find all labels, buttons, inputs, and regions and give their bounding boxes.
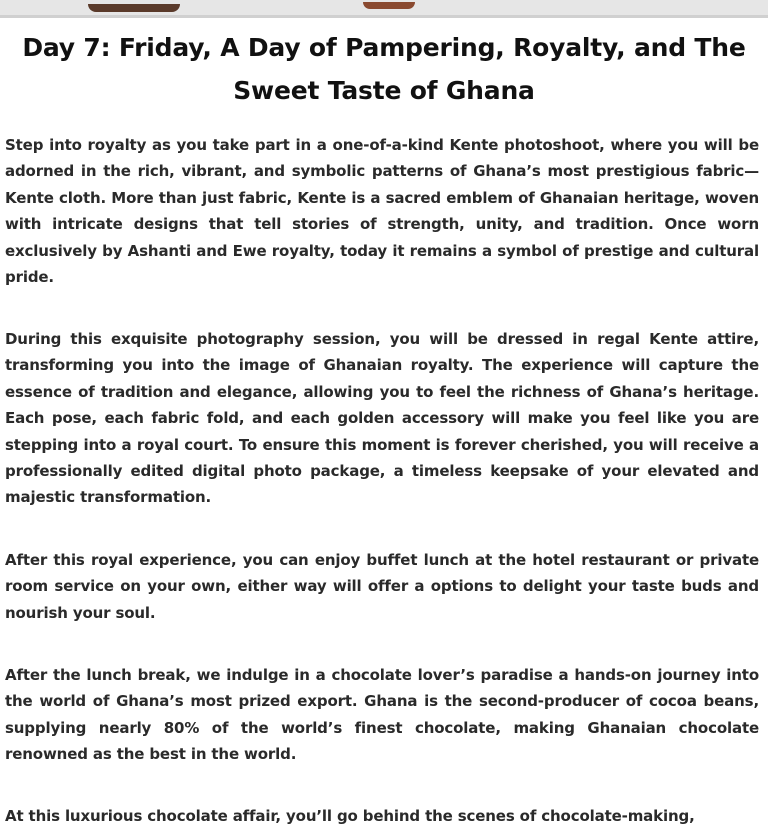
paragraph-photography-session: During this exquisite photography session, you will be dressed in regal Kente attire, transforming you into the image of Ghanaian royalty. The experience will capture the essence of tradition and elegance, allowing you to feel the richness of Ghana’s heritage. Each pose, each fabric fold, and each golden accessory will make you feel like you are stepping into a royal court. To ensure this moment is forever cherished, you will receive a professionally edited digital photo package, a timeless keepsake of your elevated and majestic transformation. [5, 330, 759, 507]
paragraph-chocolate-affair: At this luxurious chocolate affair, you’ll go behind the scenes of chocolate-making, [5, 807, 695, 825]
paragraph-lunch: After this royal experience, you can enjoy buffet lunch at the hotel restaurant or private room service on your own, either way will offer a options to delight your taste buds and nourish your soul. [5, 551, 759, 622]
paragraph-chocolate-journey: After the lunch break, we indulge in a chocolate lover’s paradise a hands-on journey into the world of Ghana’s most prized export. Ghana is the second-producer of cocoa beans, supplying nearly 80% of the world’s finest chocolate, making Ghanaian chocolate renowned as the best in the world. [5, 666, 759, 764]
photo-floor [0, 15, 768, 18]
photo-foot-right [363, 2, 415, 9]
day-heading: Day 7: Friday, A Day of Pampering, Royalty, and The Sweet Taste of Ghana [22, 33, 746, 105]
header-photo [0, 0, 768, 18]
photo-foot-left [88, 4, 180, 12]
paragraph-kente-photoshoot: Step into royalty as you take part in a one-of-a-kind Kente photoshoot, where you will be adorned in the rich, vibrant, and symbolic patterns of Ghana’s most prestigious fabric—Kente cloth. More than just fabric, Kente is a sacred emblem of Ghanaian heritage, woven with intricate designs that tell stories of strength, unity, and tradition. Once worn exclusively by Ashanti and Ewe royalty, today it remains a symbol of prestige and cultural pride. [5, 136, 759, 287]
